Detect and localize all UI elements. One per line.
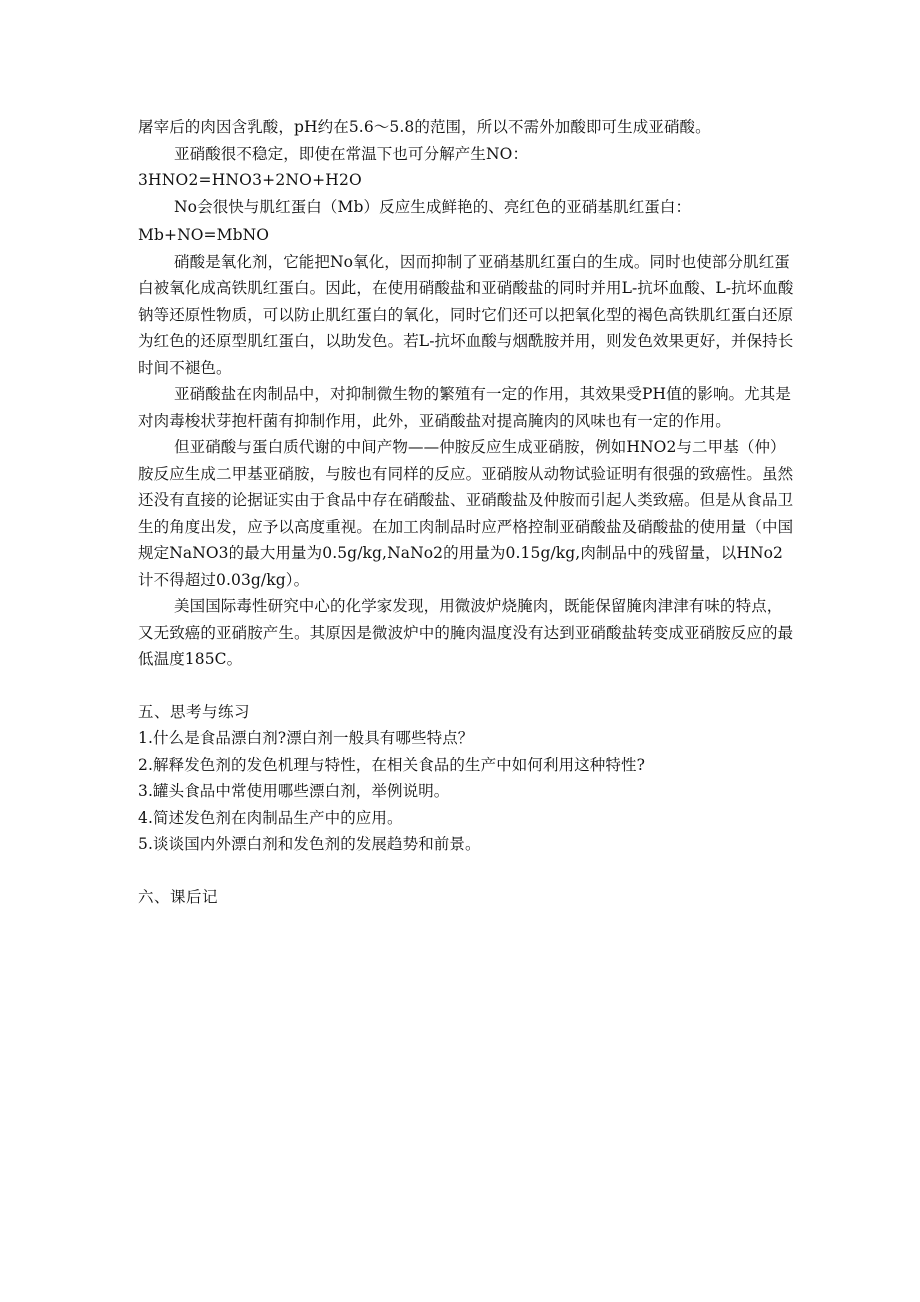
section-heading-after-class-notes: 六、课后记 xyxy=(138,887,219,906)
exercise-item: 4.简述发色剂在肉制品生产中的应用。 xyxy=(138,808,403,827)
section-heading-exercises: 五、思考与练习 xyxy=(138,702,251,721)
paragraph-nitric-acid-oxidant: 硝酸是氧化剂，它能把No氧化，因而抑制了亚硝基肌红蛋白的生成。同时也使部分肌红蛋白被氧化成高铁肌红蛋白。因此，在使用硝酸盐和亚硝酸盐的同时并用L-抗坏血酸、L-抗坏血酸钠等还原性物质，可以防止肌红蛋白的氧化，同时它们还可以把氧化型的褐色高铁肌红蛋白还原为红色的还原型肌红蛋白，以助发色。若L-抗坏血酸与烟酰胺并用，则发色效果更好，并保持长时间不褪色。 xyxy=(138,252,794,377)
paragraph-myoglobin-reaction: No会很快与肌红蛋白（Mb）反应生成鲜艳的、亮红色的亚硝基肌红蛋白： xyxy=(174,197,692,216)
document-body xyxy=(138,114,794,910)
section-spacer xyxy=(138,673,794,699)
paragraph-nitrous-acid-unstable: 亚硝酸很不稳定，即使在常温下也可分解产生NO： xyxy=(174,144,529,163)
equation-mbno: Mb+NO=MbNO xyxy=(138,226,270,244)
paragraph-nitrosamine: 但亚硝酸与蛋白质代谢的中间产物——仲胺反应生成亚硝胺，例如HNO2与二甲基（仲）胺反应生成二甲基亚硝胺，与胺也有同样的反应。亚硝胺从动物试验证明有很强的致癌性。虽然还没有直接的论据证实由于食品中存在硝酸盐、亚硝酸盐及仲胺而引起人类致癌。但是从食品卫生的角度出发，应予以高度重视。在加工肉制品时应严格控制亚硝酸盐及硝酸盐的使用量（中国规定NaNO3的最大用量为0.5g/kg,NaNo2的用量为0.15g/kg,肉制品中的残留量，以HNo2计不得超过0.03g/kg）。 xyxy=(138,438,794,589)
exercise-item: 2.解释发色剂的发色机理与特性，在相关食品的生产中如何利用这种特性? xyxy=(138,755,646,774)
paragraph-nitrite-microbial: 亚硝酸盐在肉制品中，对抑制微生物的繁殖有一定的作用，其效果受PH值的影响。尤其是对肉毒梭状芽抱杆菌有抑制作用，此外，亚硝酸盐对提高腌肉的风味也有一定的作用。 xyxy=(138,385,791,430)
paragraph-lactic-acid: 屠宰后的肉因含乳酸，pH约在5.6～5.8的范围，所以不需外加酸即可生成亚硝酸。 xyxy=(138,118,711,136)
exercise-item: 3.罐头食品中常使用哪些漂白剂，举例说明。 xyxy=(138,782,450,800)
exercise-item: 1.什么是食品漂白剂?漂白剂一般具有哪些特点？ xyxy=(138,729,474,747)
paragraph-microwave: 美国国际毒性研究中心的化学家发现，用微波炉烧腌肉，既能保留腌肉津津有味的特点，又无致癌的亚硝胺产生。其原因是微波炉中的腌肉温度没有达到亚硝酸盐转变成亚硝胺反应的最低温度185C。 xyxy=(138,597,794,668)
equation-decomposition: 3HNO2=HNO3+2NO+H2O xyxy=(138,171,362,189)
section-spacer xyxy=(138,858,794,884)
exercise-item: 5.谈谈国内外漂白剂和发色剂的发展趋势和前景。 xyxy=(138,835,481,853)
